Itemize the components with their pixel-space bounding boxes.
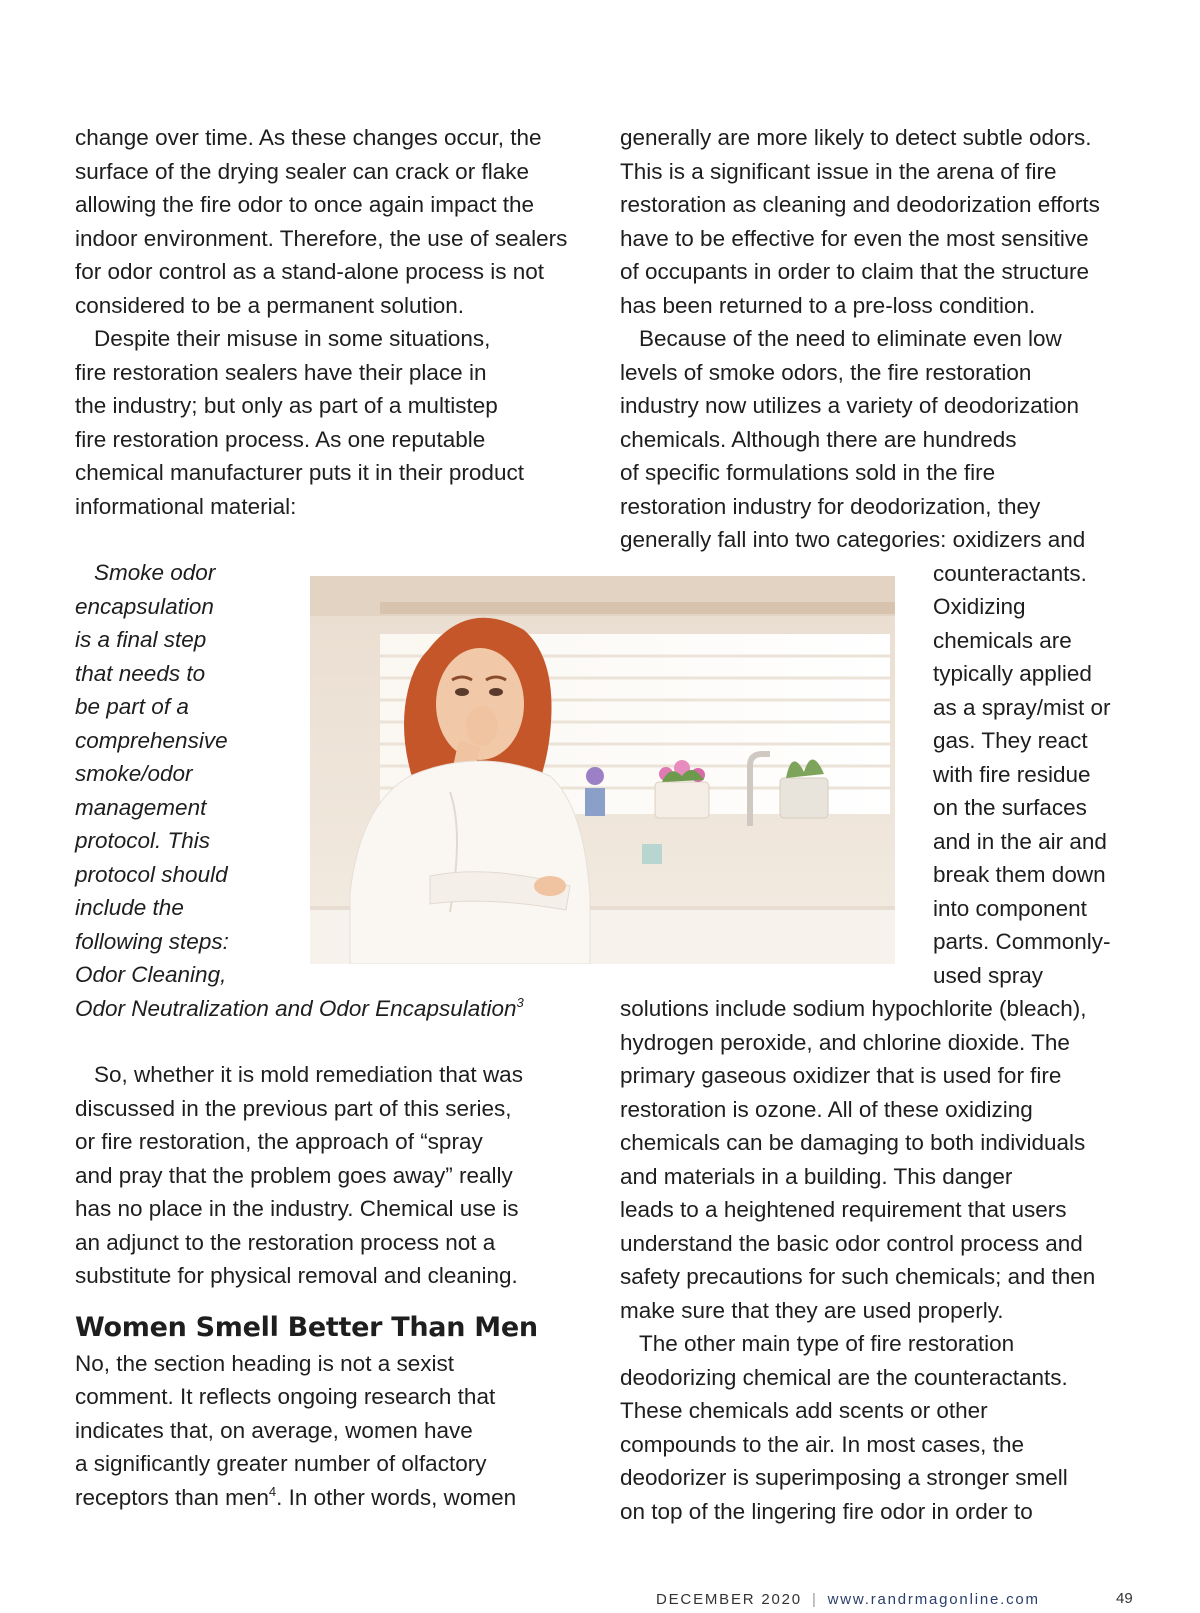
- text-line: The other main type of fire restoration: [639, 1331, 1015, 1356]
- quote-line: that needs to: [75, 660, 206, 686]
- text-line: change over time. As these changes occur, the: [75, 125, 542, 150]
- text-line: restoration as cleaning and deodorization efforts: [620, 192, 1100, 217]
- text-line: into component: [933, 895, 1087, 921]
- text-line: gas. They react: [933, 728, 1088, 753]
- text-line: and pray that the problem goes away” really: [75, 1162, 513, 1188]
- quote-line: [75, 992, 595, 1026]
- text-line: typically applied: [933, 661, 1092, 686]
- quote-line: be part of a: [75, 694, 189, 719]
- text-line: the industry; but only as part of a multistep: [75, 393, 498, 418]
- text-fragment: receptors than men: [75, 1484, 269, 1510]
- text-line: and in the air and: [933, 828, 1107, 854]
- website-link[interactable]: www.randrmagonline.com: [827, 1591, 1040, 1608]
- text-line: considered to be a permanent solution.: [75, 292, 465, 318]
- quote-line: protocol. This: [75, 828, 211, 853]
- page-footer: [656, 1591, 1040, 1608]
- text-line: This is a significant issue in the arena of fire: [620, 158, 1057, 184]
- text-line: make sure that they are used properly.: [620, 1297, 1004, 1323]
- text-line: levels of smoke odors, the fire restoration: [620, 359, 1032, 385]
- text-line: fire restoration process. As one reputable: [75, 426, 486, 452]
- text-line: safety precautions for such chemicals; and then: [620, 1264, 1096, 1289]
- text-line: break them down: [933, 862, 1106, 887]
- text-line: generally fall into two categories: oxidizers and: [620, 527, 1086, 552]
- text-line: generally are more likely to detect subtle odors.: [620, 125, 1092, 150]
- text-line: allowing the fire odor to once again impact the: [75, 192, 535, 217]
- text-line: leads to a heightened requirement that users: [620, 1197, 1067, 1222]
- text-line: or fire restoration, the approach of “spray: [75, 1129, 483, 1154]
- text-line: restoration is ozone. All of these oxidizing: [620, 1096, 1033, 1122]
- section-heading: Women Smell Better Than Men: [75, 1311, 538, 1343]
- text-line: a significantly greater number of olfactory: [75, 1451, 487, 1476]
- paragraph-subtle-odors: [620, 121, 1140, 322]
- footer-separator: |: [811, 1591, 818, 1608]
- text-line: deodorizer is superimposing a stronger smell: [620, 1465, 1068, 1490]
- text-line: chemical manufacturer puts it in their product: [75, 460, 524, 485]
- text-line: and materials in a building. This danger: [620, 1163, 1013, 1189]
- text-line: has no place in the industry. Chemical use is: [75, 1196, 519, 1221]
- text-line: counteractants.: [933, 560, 1087, 586]
- text-line: parts. Commonly-: [933, 929, 1111, 954]
- quote-line: include the: [75, 895, 184, 920]
- plant-icon: [585, 767, 605, 816]
- text-line: for odor control as a stand-alone process is not: [75, 259, 545, 284]
- text-line: Despite their misuse in some situations,: [94, 326, 491, 351]
- text-line: solutions include sodium hypochlorite (bleach),: [620, 996, 1087, 1021]
- text-line: surface of the drying sealer can crack or flake: [75, 158, 529, 184]
- text-line: compounds to the air. In most cases, the: [620, 1431, 1024, 1457]
- text-line: comment. It reflects ongoing research that: [75, 1384, 496, 1409]
- text-line: industry now utilizes a variety of deodorization: [620, 393, 1079, 418]
- footnote-marker: 3: [516, 994, 524, 1010]
- text-line: hydrogen peroxide, and chlorine dioxide. The: [620, 1029, 1070, 1055]
- plant-icon: [655, 760, 709, 818]
- text-line: an adjunct to the restoration process not a: [75, 1229, 496, 1255]
- text-line: on top of the lingering fire odor in order to: [620, 1498, 1033, 1524]
- text-line: These chemicals add scents or other: [620, 1398, 988, 1423]
- text-line: of occupants in order to claim that the structure: [620, 259, 1089, 284]
- text-line: substitute for physical removal and cleaning.: [75, 1263, 518, 1288]
- quote-line: comprehensive: [75, 727, 228, 753]
- text-line: informational material:: [75, 493, 297, 519]
- text-line: indicates that, on average, women have: [75, 1417, 473, 1443]
- text-line: So, whether it is mold remediation that was: [94, 1062, 523, 1087]
- text-line: Oxidizing: [933, 594, 1026, 619]
- paragraph-sealer-cracking: [75, 121, 595, 322]
- paragraph-sealers-place: [75, 322, 595, 523]
- quote-line: protocol should: [75, 861, 228, 887]
- quote-line: following steps:: [75, 928, 229, 954]
- quote-line: smoke/odor: [75, 761, 193, 786]
- text-line: as a spray/mist or: [933, 694, 1111, 720]
- text-fragment: . In other words, women: [276, 1484, 517, 1510]
- text-line: understand the basic odor control process and: [620, 1230, 1083, 1256]
- woman-holding-nose-photo: [310, 576, 895, 964]
- text-line: chemicals are: [933, 627, 1072, 653]
- paragraph-olfactory: [75, 1347, 595, 1515]
- quote-last-text: Odor Neutralization and Odor Encapsulation: [75, 995, 517, 1021]
- quote-line: is a final step: [75, 627, 207, 652]
- paragraph-spray-and-pray: [75, 1058, 595, 1293]
- quote-line: encapsulation: [75, 593, 214, 619]
- text-line: Because of the need to eliminate even low: [639, 326, 1062, 351]
- issue-date: DECEMBER 2020: [656, 1591, 802, 1608]
- paragraph-counteractants: [620, 1327, 1140, 1528]
- text-line: chemicals can be damaging to both individuals: [620, 1130, 1086, 1155]
- text-line: primary gaseous oxidizer that is used for fire: [620, 1063, 1062, 1088]
- text-line: with fire residue: [933, 761, 1091, 787]
- text-line: [75, 1481, 595, 1515]
- text-line: used spray: [933, 962, 1044, 988]
- text-line: restoration industry for deodorization, they: [620, 493, 1041, 519]
- text-line: discussed in the previous part of this series,: [75, 1095, 512, 1121]
- text-line: chemicals. Although there are hundreds: [620, 426, 1017, 452]
- text-line: indoor environment. Therefore, the use of sealers: [75, 225, 568, 251]
- text-line: have to be effective for even the most sensitive: [620, 225, 1089, 251]
- page-number: 49: [1116, 1590, 1133, 1607]
- photo-illustration: [310, 576, 895, 964]
- quote-line: Odor Cleaning,: [75, 962, 227, 987]
- footnote-marker: 4: [268, 1483, 277, 1499]
- text-line: fire restoration sealers have their place in: [75, 359, 487, 385]
- text-line: of specific formulations sold in the fire: [620, 460, 996, 485]
- quote-line: management: [75, 794, 207, 820]
- text-line: No, the section heading is not a sexist: [75, 1350, 454, 1376]
- text-line: on the surfaces: [933, 795, 1087, 820]
- text-line: deodorizing chemical are the counteractants.: [620, 1364, 1068, 1390]
- text-line: has been returned to a pre-loss condition.: [620, 292, 1036, 318]
- quote-line: Smoke odor: [94, 560, 216, 585]
